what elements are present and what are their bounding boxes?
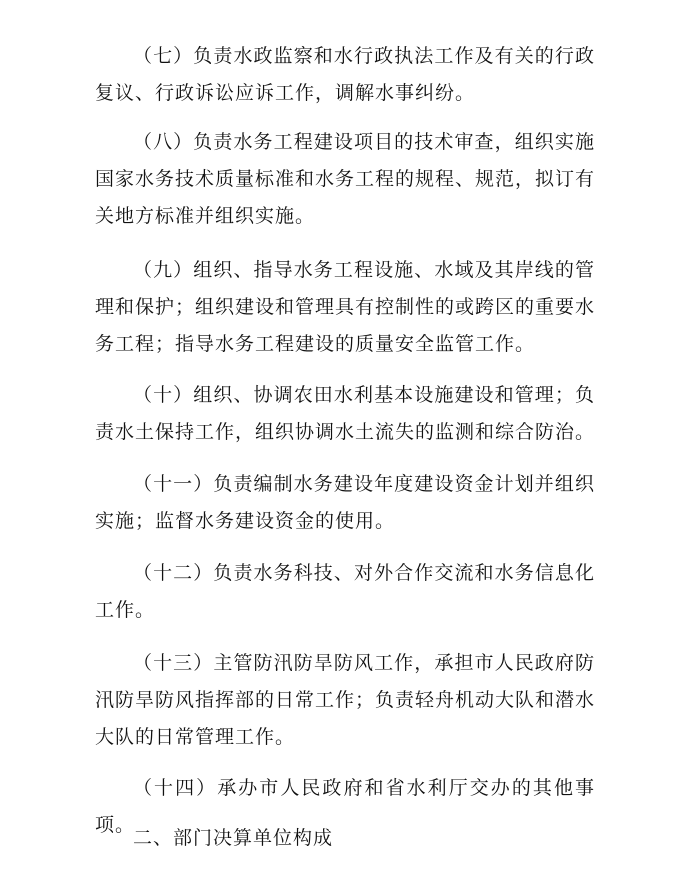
duty-item-12: （十二）负责水务科技、对外合作交流和水务信息化工作。: [95, 562, 595, 621]
duty-item-14: （十四）承办市人民政府和省水利厅交办的其他事项。: [95, 777, 595, 836]
duty-item-10: （十）组织、协调农田水利基本设施建设和管理；负责水土保持工作，组织协调水土流失的监测和综合防治。: [95, 384, 596, 443]
duty-item-13: （十三）主管防汛防旱防风工作，承担市人民政府防汛防旱防风指挥部的日常工作；负责轻舟机动大队和潜水大队的日常管理工作。: [95, 652, 596, 748]
duty-item-8: （八）负责水务工程建设项目的技术审查，组织实施国家水务技术质量标准和水务工程的规程、规范，拟订有关地方标准并组织实施。: [95, 131, 596, 227]
section-heading: 二、部门决算单位构成: [133, 827, 334, 849]
duty-item-7: （七）负责水政监察和水行政执法工作及有关的行政复议、行政诉讼应诉工作，调解水事纠纷。: [95, 45, 595, 104]
duty-item-11: （十一）负责编制水务建设年度建设资金计划并组织实施；监督水务建设资金的使用。: [95, 473, 595, 532]
duty-item-9: （九）组织、指导水务工程设施、水域及其岸线的管理和保护；组织建设和管理具有控制性的或跨区的重要水务工程；指导水务工程建设的质量安全监管工作。: [95, 259, 596, 355]
